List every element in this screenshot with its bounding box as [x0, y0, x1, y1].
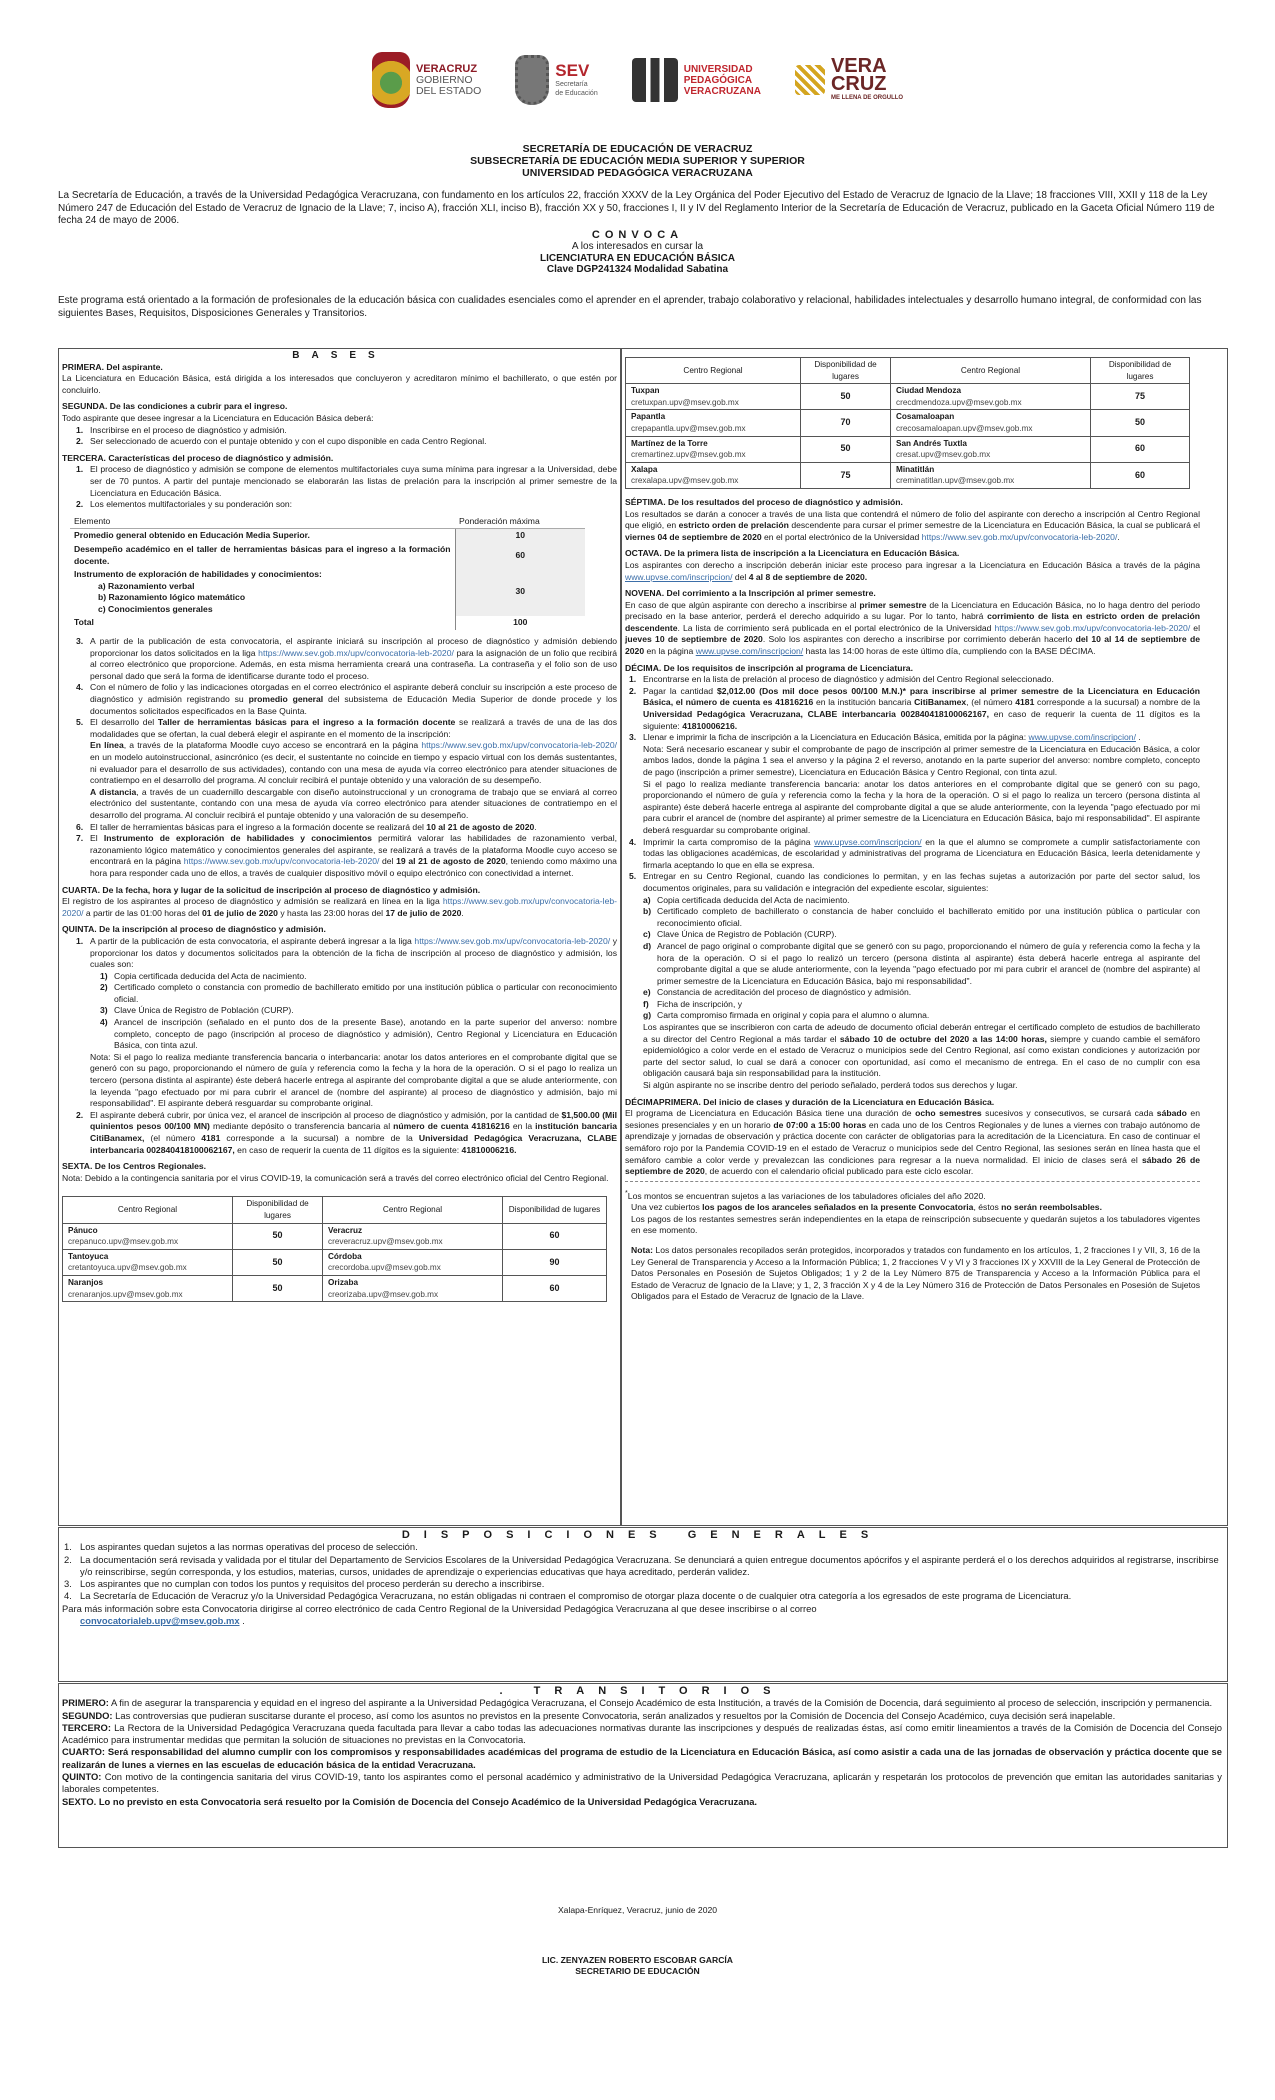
base-heading: DÉCIMAPRIMERA. Del inicio de clases y duración de la Licenciatura en Educación Básica.	[625, 1096, 995, 1107]
table-total-row	[70, 616, 585, 630]
table-row	[70, 568, 585, 616]
ponderacion-table	[70, 515, 585, 630]
base-heading: DÉCIMA. De los requisitos de inscripción al programa de Licenciatura.	[625, 662, 913, 673]
disposiciones-generales	[62, 1529, 1222, 1627]
list-item: 2. Los elementos multifactoriales y su ponderación son:	[76, 499, 293, 510]
column-header: Centro Regional	[323, 1197, 503, 1223]
contact-email-link[interactable]: convocatorialeb.upv@msev.gob.mx	[80, 1615, 240, 1627]
centro-email[interactable]: cresat.upv@msev.gob.mx	[896, 450, 991, 460]
places-cell: 50	[801, 384, 891, 410]
document-item: f) Ficha de inscripción, y	[643, 998, 743, 1009]
base-heading: OCTAVA. De la primera lista de inscripción a la Licenciatura en Educación Básica.	[625, 548, 960, 559]
places-cell: 60	[503, 1223, 607, 1249]
centro-name: Tuxpan	[631, 386, 660, 396]
bases-title: BASES	[292, 350, 387, 361]
list-item: 3. Llenar e imprimir la ficha de inscripción a la Licenciatura en Educación Básica, emitida por la página: www.upvse.com/inscripcion/ . Nota: Será necesario escanear y subir el comprobante de pago de inscripción al primer semestre de la Licenciatura en Educación Básica, a color ambos lados, donde la página 1 sea el anverso y la página 2 el reverso, anotando en la parte superior del anverso: nombre completo, concepto de pago (inscripción a primer semestre), Licenciatura en Educación Básica y Centro Regional, con tinta azul. Si el pago lo realiza mediante transferencia bancaria: anotar los datos anteriores en el comprobante digital que se generó con su pago, proporcionando el número de guía y referencia como la fecha y la hora de la operación. O si el pago lo realiza un tercero (persona distinta al aspirante) éste deberá hacerle entrega al aspirante del comprobante digital a que se alude anteriormente, con la leyenda "pago efectuado por mi para cubrir el arancel de (nombre del aspirante) al primer semestre de la Licenciatura en Educación Básica, bajo mi responsabilidad". El aspirante deberá resguardar su comprobante original.	[629, 732, 1200, 835]
document-item: 2) Certificado completo o constancia con promedio de bachillerato emitido por una institución pública o particular con reconocimiento oficial.	[100, 982, 617, 1004]
veracruz-coat-of-arms-icon	[372, 52, 410, 108]
table-row	[626, 410, 1190, 436]
logo-text: CRUZ	[830, 72, 887, 95]
document-item: a) Copia certificada deducida del Acta de nacimiento.	[643, 894, 850, 905]
centro-email[interactable]: crepanuco.upv@msev.gob.mx	[68, 1237, 179, 1247]
transitorio-item: TERCERO: La Rectora de la Universidad Pedagógica Veracruzana queda facultada para llevar a cabo todas las adecuaciones normativas durante las inscripciones y después de realizadas éstas, así como emitir lineamientos a través de la Comisión de Docencia del Consejo Académico para instrumentar medidas que permitan la solución de situaciones no previstas en la Convocatoria.	[62, 1721, 1222, 1746]
centro-email[interactable]: creminatitlan.upv@msev.gob.mx	[896, 476, 1015, 486]
convoca-block	[0, 230, 1275, 275]
signatory-name: LIC. ZENYAZEN ROBERTO ESCOBAR GARCÍA	[542, 1955, 733, 1965]
bases-right-column	[625, 357, 1200, 1303]
list-item: 1. A partir de la publicación de esta convocatoria, el aspirante deberá ingresar a la liga https://www.sev.gob.mx/upv/convocatoria-leb-2020/ y proporcionar los datos y documentos solicitados para la obtención de la ficha de inscripción al proceso de diagnóstico y admisión, los cuales son: 1) Copia certificada deducida del Acta de nacimiento. 2) Certificado completo o constancia con promedio de bachillerato emitido por una institución pública o particular con reconocimiento oficial. 3) Clave Única de Registro de Población (CURP). 4) Arancel de inscripción (señalado en el punto dos de la presente Base), anotando en la parte superior del anverso: nombre completo, concepto de pago (inscripción al proceso de diagnóstico y admisión), Centro Regional y Licenciatura en Educación Básica, con tinta azul. Nota: Si el pago lo realiza mediante transferencia bancaria o interbancaria: anotar los datos anteriores en el comprobante digital que se generó con su pago, proporcionando el número de guía y referencia como la fecha y la hora de la operación. O si el pago lo realiza un tercero (persona distinta al aspirante) éste deberá hacerle entrega al aspirante del comprobante digital a que se alude anteriormente, con la leyenda "pago efectuado por mi para cubrir el arancel de (nombre del aspirante) al proceso de diagnóstico y admisión, bajo mi responsabilidad". El aspirante deberá resguardar su comprobante original.	[76, 935, 617, 1109]
document-item: b) Certificado completo de bachillerato o constancia de haber concluido el bachillerato emitido por una institución pública o particular con reconocimiento oficial.	[643, 906, 1200, 928]
centro-email[interactable]: creveracruz.upv@msev.gob.mx	[328, 1237, 443, 1247]
centro-email[interactable]: cretuxpan.upv@msev.gob.mx	[631, 397, 739, 407]
logo-gobierno-veracruz	[372, 52, 481, 108]
centro-name: Ciudad Mendoza	[896, 386, 962, 396]
centro-email[interactable]: crexalapa.upv@msev.gob.mx	[631, 476, 739, 486]
table-row	[63, 1249, 607, 1275]
column-header: Elemento	[70, 515, 455, 529]
convocatoria-link[interactable]: https://www.sev.gob.mx/upv/convocatoria-leb-2020/	[921, 531, 1118, 542]
inscripcion-link[interactable]: www.upvse.com/inscripcion/	[1028, 732, 1136, 743]
element-subitem: c) Conocimientos generales	[98, 603, 213, 614]
list-item: 4. Con el número de folio y las indicaciones otorgadas en el correo electrónico el aspirante deberá concluir su inscripción a este proceso de diagnóstico y admisión registrando su promedio general del subsistema de Educación Media Superior de donde procede y los documentos solicitados especificados en la Base Quinta.	[76, 682, 617, 716]
convocatoria-link[interactable]: https://www.sev.gob.mx/upv/convocatoria-leb-2020/	[994, 622, 1191, 633]
places-cell: 50	[801, 436, 891, 462]
transitorios	[62, 1685, 1222, 1808]
base-text: Todo aspirante que desee ingresar a la Licenciatura en Educación Básica deberá:	[62, 412, 374, 423]
table-row	[626, 462, 1190, 488]
element-cell: Promedio general obtenido en Educación Media Superior.	[74, 530, 310, 541]
column-header: Centro Regional	[626, 358, 801, 384]
intro-text: Este programa está orientado a la formación de profesionales de la educación básica con cualidades esenciales como el aprender en el aprender, trabajo colaborativo y relacional, habilidades intelectuales y desarrollo humano integral, de conformidad con las siguientes Bases, Requisitos, Disposiciones Generales y Transitorios.	[58, 295, 1202, 319]
logo-text: PEDAGÓGICA	[683, 74, 753, 86]
logo-upv	[632, 58, 761, 102]
transitorio-item: QUINTO: Con motivo de la contingencia sanitaria del virus COVID-19, tanto los aspirantes como el personal académico y administrativo de la Universidad Pedagógica Veracruzana, aplicarán y respetarán los protocolos de prevención que emitan las autoridades sanitarias y laborales competentes.	[62, 1771, 1222, 1795]
transitorio-item: CUARTO: Será responsabilidad del alumno cumplir con los compromisos y responsabilidades académicas del programa de estudio de la Licenciatura en Educación Básica, así como asistir a cada una de las jornadas de observación y práctica docente que se realizarán de lunes a viernes en las escuelas de educación básica de la entidad Veracruzana.	[62, 1746, 1222, 1770]
weight-cell: 30	[455, 568, 585, 616]
centro-email[interactable]: crepapantla.upv@msev.gob.mx	[631, 423, 746, 433]
centro-cell	[891, 436, 1091, 462]
centro-cell	[891, 462, 1091, 488]
document-item: 1) Copia certificada deducida del Acta de nacimiento.	[100, 970, 307, 981]
centro-name: Naranjos	[68, 1277, 104, 1287]
centro-email[interactable]: cremartinez.upv@msev.gob.mx	[631, 450, 746, 460]
list-item: 4. Imprimir la carta compromiso de la página www.upvse.com/inscripcion/ en la que el alumno se compromete a cumplir satisfactoriamente con todas las obligaciones académicas, de escolaridad y administrativas del programa de Licenciatura en Educación Básica, leerla detenidamente y firmarla aceptando lo que en ella se expresa.	[629, 836, 1200, 870]
table-row	[63, 1223, 607, 1249]
centro-name: Orizaba	[328, 1277, 359, 1287]
base-heading: NOVENA. Del corrimiento a la Inscripción al primer semestre.	[625, 588, 876, 599]
centro-name: Papantla	[631, 412, 666, 422]
centro-name: Minatitlán	[896, 464, 935, 474]
places-cell: 50	[233, 1275, 323, 1301]
logo-text: VERACRUZANA	[683, 85, 761, 97]
base-text: Si algún aspirante no se inscribe dentro del periodo señalado, perderá todos sus derechos y lugar.	[643, 1080, 1018, 1091]
column-header: Centro Regional	[891, 358, 1091, 384]
logo-bar	[0, 52, 1275, 108]
base-heading: PRIMERA. Del aspirante.	[62, 361, 163, 372]
list-item-text: Ser seleccionado de acuerdo con el puntaje obtenido y con el cupo disponible en cada Centro Regional.	[90, 436, 487, 447]
document-item: d) Arancel de pago original o comprobante digital que se generó con su pago, proporcionando el número de guía y referencia como la fecha y la hora de la operación. O si el pago lo realizó un tercero (persona distinta al aspirante) ésta deberá hacerle entrega al aspirante del comprobante digital a que se alude anteriormente, con la leyenda "pago efectuado por mi para cubrir el arancel de (nombre del aspirante) al primer semestre de la Licenciatura en Educación Básica, bajo mi responsabilidad".	[643, 940, 1200, 986]
program-name: LICENCIATURA EN EDUCACIÓN BÁSICA	[540, 252, 735, 264]
list-item: 5. Entregar en su Centro Regional, cuando las condiciones lo permitan, y en las fechas sujetas a autorización por parte del sector salud, los documentos originales, para su validación e integración del expediente escolar, siguientes: a) Copia certificada deducida del Acta de nacimiento. b) Certificado completo de bachillerato o constancia de haber concluido el bachillerato emitido por una institución pública o particular con reconocimiento oficial. c) Clave Única de Registro de Población (CURP). d) Arancel de pago original o comprobante digital que se generó con su pago, proporcionando el número de guía y referencia como la fecha y la hora de la operación. O si el pago lo realizó un tercero (persona distinta al aspirante) ésta deberá hacerle entrega al aspirante del comprobante digital a que se alude anteriormente, con la leyenda "pago efectuado por mi para cubrir el arancel de (nombre del aspirante) al primer semestre de la Licenciatura en Educación Básica, bajo mi responsabilidad". e) Constancia de acreditación del proceso de diagnóstico y admisión. f) Ficha de inscripción, y g) Carta compromiso firmada en original y copia para el alumno o alumna. Los aspirantes que se inscribieron con carta de adeudo de documento oficial deberán entregar el certificado completo de estudios de bachillerato a su director del Centro Regional a más tardar el sábado 10 de octubre del 2020 a las 14:00 horas, siempre y cuando cambie el semáforo epidemiológico a color verde en el estado de Veracruz o municipios sede del Centro Regional, así como existan condiciones y autorización por parte del sector salud, lo cual se dará a conocer con oportunidad, así como el mecanismo de entrega. En el caso de no cumplir con esa obligación causará baja sin responsabilidad para la institución. Si algún aspirante no se inscribe dentro del periodo señalado, perderá todos sus derechos y lugar.	[629, 871, 1200, 1091]
table-row	[70, 543, 585, 568]
list-item: 2. La documentación será revisada y validada por el titular del Departamento de Servicios Escolares de la Universidad Pedagógica Veracruzana. Se denunciará a quien entregue documentos apócrifos y el aspirante perderá el o los derechos adquiridos al registrarse, inscribirse y/o reinscribirse, según corresponda, y los estudios, materias, cursos, unidades de aprendizaje o experiencias educativas que haya acreditado, perderán validez.	[64, 1553, 1219, 1577]
program-clave: Clave DGP241324 Modalidad Sabatina	[546, 263, 729, 275]
base-heading: SÉPTIMA. De los resultados del proceso de diagnóstico y admisión.	[625, 496, 903, 507]
column-header: Disponibilidad de lugares	[801, 358, 891, 384]
centro-cell	[63, 1223, 233, 1249]
places-cell: 75	[1091, 384, 1190, 410]
convoca-title: CONVOCA	[591, 229, 684, 241]
list-item: 5. El desarrollo del Taller de herramientas básicas para el ingreso a la formación docente se realizará a través de una de las dos modalidades que se ofertan, la cual deberá elegir el aspirante en el momento de la inscripción: En línea, a través de la plataforma Moodle cuyo acceso se encontrará en la página https://www.sev.gob.mx/upv/convocatoria-leb-2020/ en un modelo autoinstruccional, asincrónico (es decir, el sustentante no coincide en tiempo y espacio virtual con los demás sustentantes, ni evaluador para el desarrollo de sus actividades), contando con una mesa de ayuda vía correo electrónico para atender situaciones de contratiempo en el desarrollo del programa. Al concluir recibirá el puntaje obtenido y una valoración de su desempeño. A distancia, a través de un cuadernillo descargable con diseño autoinstruccional y un cronograma de trabajo que se enviará al correo electrónico del sustentante, contando con una mesa de ayuda vía correo electrónico para atender situaciones de contratiempo en el desarrollo del programa. Al concluir recibirá el puntaje obtenido y una valoración de su desempeño.	[76, 717, 617, 820]
list-item-text: Inscribirse en el proceso de diagnóstico y admisión.	[90, 424, 287, 435]
document-header	[0, 143, 1275, 179]
places-cell: 50	[1091, 410, 1190, 436]
inscripcion-link[interactable]: www.upvse.com/inscripcion/	[814, 836, 922, 847]
disposiciones-title: DISPOSICIONES GENERALES	[401, 1529, 883, 1541]
header-line: SECRETARÍA DE EDUCACIÓN DE VERACRUZ	[522, 143, 753, 155]
table-row	[63, 1275, 607, 1301]
base-text: En caso de que algún aspirante con derecho a inscribirse al primer semestre de la Licenciatura en Educación Básica, no lo haga dentro del periodo precisado en la base anterior, perderá el derecho adquirido a su lugar. Por lo tanto, habrá corrimiento de lista en estricto orden de prelación descendente. La lista de corrimiento será publicada en el portal electrónico de la Universidad https://www.sev.gob.mx/upv/convocatoria-leb-2020/ el jueves 10 de septiembre de 2020. Solo los aspirantes con derecho a inscribirse por corrimiento deberán hacerlo del 10 al 14 de septiembre de 2020 en la página www.upvse.com/inscripcion/ hasta las 14:00 horas de este último día, cumpliendo con la BASE DÉCIMA.	[625, 599, 1201, 657]
centro-cell	[626, 436, 801, 462]
weight-cell: 60	[455, 543, 585, 568]
payment-note: Nota: Si el pago lo realiza mediante transferencia bancaria o interbancaria: anotar los datos anteriores en el comprobante digital que se generó con su pago, proporcionando el número de guía y referencia como la fecha y la hora de la operación. O si el pago lo realiza un tercero (persona distinta al aspirante) éste deberá hacerle entrega al aspirante del comprobante digital a que se alude anteriormente, con la leyenda "pago efectuado por mi para cubrir el arancel de (nombre del aspirante) al proceso de diagnóstico y admisión, bajo mi responsabilidad". El aspirante deberá resguardar su comprobante original.	[90, 1051, 617, 1109]
total-label: Total	[74, 617, 94, 628]
header-line: SUBSECRETARÍA DE EDUCACIÓN MEDIA SUPERIOR Y SUPERIOR	[470, 155, 805, 167]
list-item: 2. Ser seleccionado de acuerdo con el puntaje obtenido y con el cupo disponible en cada Centro Regional.	[76, 436, 487, 447]
preamble: La Secretaría de Educación, a través de la Universidad Pedagógica Veracruzana, con fundamento en los artículos 22, fracción XXXV de la Ley Orgánica del Poder Ejecutivo del Estado de Veracruz de Ignacio de la Llave; 18 fracciones VIII, XXII y 118 de la Ley Número 247 de Educación del Estado de Veracruz de Ignacio de la Llave; 7, inciso A), fracción XLI, inciso B), fracción XX y 50, fracciones I, II y IV del Reglamento Interior de la Secretaría de Educación de Veracruz, publicado en la Gaceta Oficial Número 119 de fecha 24 de mayo de 2006.	[58, 190, 1215, 226]
column-header: Disponibilidad de lugares	[233, 1197, 323, 1223]
centro-name: Cosamaloapan	[896, 412, 955, 422]
logo-veracruz-orgullo	[795, 54, 904, 104]
places-cell: 50	[233, 1223, 323, 1249]
list-item: 6. El taller de herramientas básicas para el ingreso a la formación docente se realizará del 10 al 21 de agosto de 2020.	[76, 821, 537, 832]
list-item: 4. La Secretaría de Educación de Veracruz y/o la Universidad Pedagógica Veracruzana, no están obligadas ni contraen el compromiso de otorgar plaza docente o de cualquier otra categoría a los egresados de este programa de Licenciatura.	[64, 1590, 1072, 1602]
base-text: La Licenciatura en Educación Básica, está dirigida a los interesados que concluyeron y acreditaron mínimo el bachillerato, o que estén por concluirlo.	[62, 373, 617, 395]
document-item: c) Clave Única de Registro de Población (CURP).	[643, 929, 837, 940]
document-item: 4) Arancel de inscripción (señalado en el punto dos de la presente Base), anotando en la parte superior del anverso: nombre completo, concepto de pago (inscripción al proceso de diagnóstico y admisión), Centro Regional y Licenciatura en Educación Básica, con tinta azul.	[100, 1017, 617, 1051]
logo-text: UNIVERSIDAD	[683, 63, 753, 75]
list-item-text: El proceso de diagnóstico y admisión se compone de elementos multifactoriales cuya suma mínima para ingresar a la Universidad, debe ser de 70 puntos. A partir del puntaje mencionado se elaborarán las listas de prelación para la inscripción al primer semestre de la Licenciatura en Educación Básica.	[90, 464, 617, 498]
base-text: El registro de los aspirantes al proceso de diagnóstico y admisión se realizará en línea en la liga https://www.sev.gob.mx/upv/convocatoria-leb-2020/ a partir de las 01:00 horas del 01 de julio de 2020 y hasta las 23:00 horas del 17 de julio de 2020.	[62, 896, 617, 918]
convocatoria-link[interactable]: https://www.sev.gob.mx/upv/convocatoria-leb-2020/	[183, 856, 380, 867]
base-heading: QUINTA. De la inscripción al proceso de diagnóstico y admisión.	[62, 924, 326, 935]
transitorio-item: SEXTO. Lo no previsto en esta Convocatoria será resuelto por la Comisión de Docencia del Consejo Académico de la Universidad Pedagógica Veracruzana.	[62, 1795, 758, 1807]
transitorio-item: SEGUNDO: Las controversias que pudieran suscitarse durante el proceso, así como los asuntos no previstos en la presente Convocatoria, serán analizados y resueltos por la Comisión de Docencia del Consejo Académico, cuya decisión será inapelable.	[62, 1709, 1116, 1721]
list-item: 1. Inscribirse en el proceso de diagnóstico y admisión.	[76, 424, 287, 435]
element-cell	[70, 568, 455, 616]
element-cell: Desempeño académico en el taller de herramientas básicas para el ingreso a la formación docente.	[74, 543, 451, 566]
centro-cell	[63, 1275, 233, 1301]
places-cell: 60	[503, 1275, 607, 1301]
base-heading: SEGUNDA. De las condiciones a cubrir para el ingreso.	[62, 401, 288, 412]
list-item: 1. Los aspirantes quedan sujetos a las normas operativas del proceso de selección.	[64, 1541, 418, 1553]
centros-regionales-table-left	[62, 1196, 607, 1302]
inscripcion-link[interactable]: www.upvse.com/inscripcion/	[625, 571, 733, 582]
centro-email[interactable]: crecosamaloapan.upv@msev.gob.mx	[896, 423, 1033, 433]
logo-text: GOBIERNO	[415, 73, 473, 86]
list-item: 1. El proceso de diagnóstico y admisión se compone de elementos multifactoriales cuya suma mínima para ingresar a la Universidad, debe ser de 70 puntos. A partir del puntaje mencionado se elaborarán las listas de prelación para la inscripción al primer semestre de la Licenciatura en Educación Básica.	[76, 464, 617, 498]
base-heading: SEXTA. De los Centros Regionales.	[62, 1161, 207, 1172]
base-heading: TERCERA. Características del proceso de diagnóstico y admisión.	[62, 452, 334, 463]
centro-cell	[323, 1223, 503, 1249]
convocatoria-link[interactable]: https://www.sev.gob.mx/upv/convocatoria-leb-2020/	[62, 896, 617, 918]
table-row	[70, 529, 585, 543]
base-text: Los resultados se darán a conocer a través de una lista que contendrá el número de folio del aspirante con derecho a inscripción al Centro Regional que eligió, en estricto orden de prelación descendente para cursar el primer semestre de la Licenciatura en Educación Básica, la cual se publicará el viernes 04 de septiembre de 2020 en el portal electrónico de la Universidad https://www.sev.gob.mx/upv/convocatoria-leb-2020/.	[625, 508, 1200, 542]
list-item: 2. Pagar la cantidad $2,012.00 (Dos mil doce pesos 00/100 M.N.)* para inscribirse al primer semestre de la Licenciatura en Educación Básica, el número de cuenta es 41816216 en la institución bancaria CitiBanamex, (el número 4181 corresponde a la sucursal) a nombre de la Universidad Pedagógica Veracruzana, CLABE interbancaria 002840418100062167, en caso de requerir la cuenta de 11 dígitos es la siguiente: 41810006216.	[629, 685, 1201, 731]
base-text: El programa de Licenciatura en Educación Básica tiene una duración de ocho semestres sucesivos y consecutivos, se cursará cada sábado en sesiones presenciales y en un horario de 07:00 a 15:00 horas en cada uno de los Centros Regionales y de lunes a viernes con trabajo autónomo de aprendizaje y jornadas de observación y práctica docente con carácter de obligatorias para la acreditación de la Licenciatura. En caso de continuar el semáforo rojo por la Pandemia COVID-19 en el estado de Veracruz o municipios sede del Centro Regional, las sesiones serán en línea hasta que el semáforo cambie a color verde y prevalezcan las condiciones para regresar a la nueva normalidad. El inicio de clases será el sábado 26 de septiembre de 2020, de acuerdo con el calendario oficial publicado para este ciclo escolar.	[625, 1108, 1200, 1177]
upv-emblem-icon	[632, 58, 678, 102]
info-text: Para más información sobre esta Convocatoria dirigirse al correo electrónico de cada Centro Regional de la Universidad Pedagógica Veracruzana al que desee inscribirse o al correo convocatorialeb.upv@msev.gob.mx .	[62, 1602, 817, 1627]
centro-name: Pánuco	[68, 1225, 98, 1235]
centro-email[interactable]: crecordoba.upv@msev.gob.mx	[328, 1263, 441, 1273]
centro-email[interactable]: crenaranjos.upv@msev.gob.mx	[68, 1289, 183, 1299]
places-cell: 50	[233, 1249, 323, 1275]
document-item: e) Constancia de acreditación del proceso de diagnóstico y admisión.	[643, 987, 912, 998]
weight-cell: 10	[455, 529, 585, 543]
base-text: Los aspirantes que se inscribieron con carta de adeudo de documento oficial deberán entregar el certificado completo de estudios de bachillerato a su director del Centro Regional a más tardar el sábado 10 de octubre del 2020 a las 14:00 horas, siempre y cuando cambie el semáforo epidemiológico a color verde en el estado de Veracruz o municipios sede del Centro Regional, así como existan condiciones y autorización por parte del sector salud, lo cual se dará a conocer con oportunidad, así como el mecanismo de entrega. En el caso de no cumplir con esa obligación causará baja sin responsabilidad para la institución.	[643, 1022, 1200, 1079]
centro-name: Tantoyuca	[68, 1251, 109, 1261]
document-item: 3) Clave Única de Registro de Población (CURP).	[100, 1005, 294, 1016]
logo-text: ME LLENA DE ORGULLO	[830, 94, 904, 101]
base-text: Nota: Debido a la contingencia sanitaria por el virus COVID-19, la comunicación será a través del correo electrónico oficial del Centro Regional.	[62, 1172, 609, 1183]
places-cell: 75	[801, 462, 891, 488]
centro-cell	[323, 1275, 503, 1301]
centro-cell	[626, 462, 801, 488]
footnote: *Los montos se encuentran sujetos a las variaciones de los tabuladores oficiales del año 2020. Una vez cubiertos los pagos de los aranceles señalados en la presente Convocatoria, éstos no serán reembolsables. Los pagos de los restantes semestres serán independientes en la etapa de reinscripción subsecuente y quedarán sujetos a los tabuladores vigentes en ese momento. Nota: Los datos personales recopilados serán protegidos, incorporados y tratados con fundamento en los artículos, 1, 2 fracciones I y VII, 3, 16 de la Ley General de Transparencia y Acceso a la Información Pública; 1, 2 fracciones V y VI y 3 fracciones IX y XXVIII de la Ley General de Protección de Datos Personales en Posesión de Sujetos Obligados; 1 y 2 de la Ley Número 875 de Transparencia y Acceso a la Información Pública para el Estado de Veracruz de Ignacio de la Llave; y 1, 2, 3 fracción X y 4 de la Ley Número 316 de Protección de Datos Personales en Posesión de Sujetos Obligados para el Estado de Veracruz de Ignacio de la Llave.	[625, 1188, 1200, 1302]
column-header: Centro Regional	[63, 1197, 233, 1223]
total-value: 100	[455, 616, 585, 630]
centros-regionales-table-right	[625, 357, 1190, 489]
convocatoria-link[interactable]: https://www.sev.gob.mx/upv/convocatoria-leb-2020/	[258, 647, 454, 658]
table-row	[626, 384, 1190, 410]
place-date: Xalapa-Enríquez, Veracruz, junio de 2020	[557, 1905, 718, 1915]
list-item: 1. Encontrarse en la lista de prelación al proceso de diagnóstico y admisión del Centro Regional seleccionado.	[629, 674, 1054, 685]
logo-text: DEL ESTADO	[415, 84, 482, 97]
column-header: Ponderación máxima	[455, 515, 585, 529]
centro-email[interactable]: crecdmendoza.upv@msev.gob.mx	[896, 397, 1022, 407]
centro-email[interactable]: creorizaba.upv@msev.gob.mx	[328, 1289, 439, 1299]
header-line: UNIVERSIDAD PEDAGÓGICA VERACRUZANA	[522, 167, 753, 179]
centro-name: Córdoba	[328, 1251, 362, 1261]
element-text: Instrumento de exploración de habilidades y conocimientos:	[74, 569, 322, 580]
convocatoria-link[interactable]: https://www.sev.gob.mx/upv/convocatoria-leb-2020/	[414, 935, 611, 946]
places-cell: 90	[503, 1249, 607, 1275]
centro-email[interactable]: cretantoyuca.upv@msev.gob.mx	[68, 1263, 187, 1273]
base-heading: CUARTA. De la fecha, hora y lugar de la solicitud de inscripción al proceso de diagnóstico y admisión.	[62, 884, 481, 895]
convoca-line: A los interesados en cursar la	[571, 241, 704, 253]
column-header: Disponibilidad de lugares	[503, 1197, 607, 1223]
logo-text: de Educación	[555, 90, 598, 97]
places-cell: 60	[1091, 462, 1190, 488]
transitorios-title: . TRANSITORIOS	[499, 1685, 785, 1697]
centro-name: San Andrés Tuxtla	[896, 438, 967, 448]
table-row	[626, 436, 1190, 462]
dashed-divider	[625, 1181, 1200, 1182]
centro-name: Xalapa	[631, 464, 658, 474]
centro-name: Veracruz	[328, 1225, 363, 1235]
logo-text: VERACRUZ	[415, 62, 478, 75]
inscripcion-link[interactable]: www.upvse.com/inscripcion/	[695, 646, 804, 657]
signature-block	[0, 1905, 1275, 1977]
logo-sev	[515, 55, 597, 105]
centro-cell	[626, 410, 801, 436]
base-text: Los aspirantes con derecho a inscripción deberán iniciar este proceso para ingresar a la Licenciatura en Educación Básica a través de la página www.upvse.com/inscripcion/ del 4 al 8 de septiembre de 2020.	[625, 559, 1200, 582]
centro-cell	[891, 410, 1091, 436]
list-item: 2. El aspirante deberá cubrir, por única vez, el arancel de inscripción al proceso de diagnóstico y admisión, por la cantidad de $1,500.00 (Mil quinientos pesos 00/100 MN) mediante depósito o transferencia bancaria al número de cuenta 41816216 en la institución bancaria CitiBanamex, (el número 4181 corresponde a la sucursal) a nombre de la Universidad Pedagógica Veracruzana, CLABE interbancaria 002840418100062167, en caso de requerir la cuenta de 11 dígitos es la siguiente: 41810006216.	[76, 1109, 618, 1155]
veracruz-pattern-icon	[795, 65, 825, 95]
places-cell: 70	[801, 410, 891, 436]
transitorio-item: PRIMERO: A fin de asegurar la transparencia y equidad en el ingreso del aspirante a la Universidad Pedagógica Veracruzana, el Consejo Académico de esta Institución, a través de la Comisión de Docencia, dará seguimiento al proceso de selección, inscripción y permanencia.	[62, 1697, 1213, 1709]
centro-cell	[63, 1249, 233, 1275]
column-divider	[620, 348, 622, 1526]
element-subitem: a) Razonamiento verbal	[98, 580, 195, 591]
element-subitem: b) Razonamiento lógico matemático	[98, 592, 246, 603]
convocatoria-link[interactable]: https://www.sev.gob.mx/upv/convocatoria-leb-2020/	[421, 740, 617, 751]
centro-cell	[626, 384, 801, 410]
bases-left-column	[62, 350, 617, 1302]
centro-cell	[323, 1249, 503, 1275]
centro-name: Martínez de la Torre	[631, 438, 708, 448]
logo-text: Secretaría	[555, 81, 588, 88]
list-item-text: Los elementos multifactoriales y su ponderación son:	[90, 499, 293, 510]
list-item: 3. A partir de la publicación de esta convocatoria, el aspirante iniciará su inscripción al proceso de diagnóstico y admisión debiendo proporcionar los datos solicitados en la liga https://www.sev.gob.mx/upv/convocatoria-leb-2020/ para la asignación de un folio que recibirá al correo electrónico que proporcione. Además, en esta misma herramienta creará una contraseña. La contraseña y el folio son de uso personal dado que será la forma de identificarse durante todo el proceso.	[76, 636, 617, 681]
column-header: Disponibilidad de lugares	[1091, 358, 1190, 384]
document-item: g) Carta compromiso firmada en original y copia para el alumno o alumna.	[643, 1010, 930, 1021]
list-item: 7. El Instrumento de exploración de habilidades y conocimientos permitirá valorar las habilidades de razonamiento verbal, razonamiento lógico matemático y conocimientos generales del aspirante, se realizará a través de la plataforma Moodle cuyo acceso se encontrará en la página https://www.sev.gob.mx/upv/convocatoria-leb-2020/ del 19 al 21 de agosto de 2020, teniendo como máximo una hora para responder cada uno de ellos, a través de cualquier dispositivo móvil o equipo electrónico con conectividad a internet.	[76, 833, 617, 878]
logo-text: VERA	[830, 54, 887, 77]
logo-text: SEV	[555, 61, 590, 80]
list-item: 3. Los aspirantes que no cumplan con todos los puntos y requisitos del proceso perderán su derecho a inscribirse.	[64, 1578, 545, 1590]
sev-emblem-icon	[515, 55, 549, 105]
signatory-title: SECRETARIO DE EDUCACIÓN	[575, 1966, 700, 1976]
places-cell: 60	[1091, 436, 1190, 462]
centro-cell	[891, 384, 1091, 410]
